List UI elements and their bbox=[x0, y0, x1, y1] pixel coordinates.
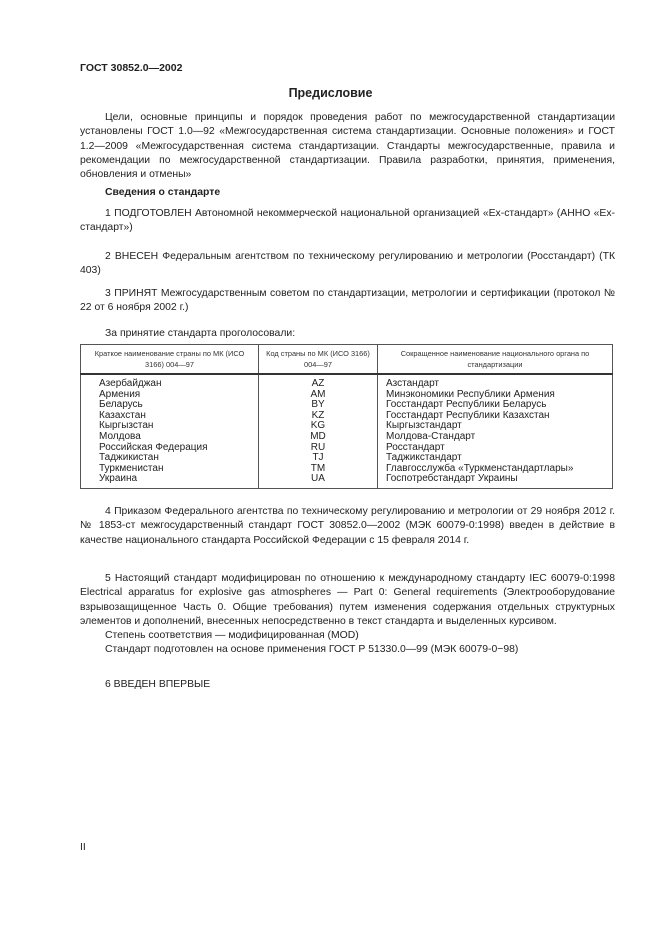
country-cell: Таджикистан bbox=[81, 453, 259, 464]
item-2: 2 ВНЕСЕН Федеральным агентством по техническому регулированию и метрологии (Росстандарт) (ТК 403) bbox=[80, 251, 615, 277]
page-title: Предисловие bbox=[288, 86, 373, 100]
country-cell: Казахстан bbox=[81, 411, 259, 422]
page-number: II bbox=[80, 842, 86, 853]
body-cell: Госпотребстандарт Украины bbox=[378, 474, 613, 488]
col-header-code: Код страны по МК (ИСО 3166) 004—97 bbox=[259, 345, 378, 375]
col-header-country: Краткое наименование страны по МК (ИСО 3166) 004—97 bbox=[81, 345, 259, 375]
item-5-basis: Стандарт подготовлен на основе применения ГОСТ Р 51330.0—99 (МЭК 60079-0−98) bbox=[105, 644, 519, 655]
country-cell: Туркменистан bbox=[81, 464, 259, 475]
body-cell: Таджикстандарт bbox=[378, 453, 613, 464]
body-cell: Росстандарт bbox=[378, 443, 613, 454]
table-row bbox=[81, 421, 613, 432]
table-row bbox=[81, 464, 613, 475]
code-cell: RU bbox=[259, 443, 378, 454]
country-cell: Азербайджан bbox=[81, 374, 259, 390]
code-cell: BY bbox=[259, 400, 378, 411]
intro-paragraph: Цели, основные принципы и порядок проведения работ по межгосударственной стандартизации установлены ГОСТ 1.0—92 «Межгосударственная система стандартизации. Основные положения» и ГОСТ 1.2—2009 «Межгосударственная система стандартизации. Стандарты межгосударственные, правила и рекомендации по межгосударственной стандартизации. Правила разработки, принятия, применения, обновления и отмены» bbox=[80, 112, 615, 181]
item-1: 1 ПОДГОТОВЛЕН Автономной некоммерческой национальной организацией «Ех-стандарт» (АННО «Ех-стандарт») bbox=[80, 208, 615, 234]
body-cell: Молдова-Стандарт bbox=[378, 432, 613, 443]
body-cell: Госстандарт Республики Беларусь bbox=[378, 400, 613, 411]
country-cell: Российская Федерация bbox=[81, 443, 259, 454]
item-4: 4 Приказом Федерального агентства по техническому регулированию и метрологии от 29 ноября 2012 г. № 1853-ст межгосударственный стандарт ГОСТ 30852.0—2002 (МЭК 60079-0:1998) введен в действие в качестве национального стандарта Российской Федерации с 15 февраля 2014 г. bbox=[80, 506, 615, 546]
code-cell: MD bbox=[259, 432, 378, 443]
col-header-body: Сокращенное наименование национального органа по стандартизации bbox=[378, 345, 613, 375]
table-row bbox=[81, 411, 613, 422]
document-header: ГОСТ 30852.0—2002 bbox=[80, 62, 183, 74]
table-row bbox=[81, 374, 613, 390]
body-cell: Кыргызстандарт bbox=[378, 421, 613, 432]
item-5: 5 Настоящий стандарт модифицирован по отношению к международному стандарту IEC 60079-0:1998 Electrical apparatus for explosive gas atmospheres — Part 0: General requirements (Электрооборудование взрывозащищенное Часть 0. Общие требования) путем изменения содержания отдельных структурных элементов и дополнений, внесенных непосредственно в текст стандарта и выделенных курсивом. bbox=[80, 573, 615, 627]
code-cell: KG bbox=[259, 421, 378, 432]
table-row bbox=[81, 474, 613, 488]
vote-caption: За принятие стандарта проголосовали: bbox=[105, 328, 296, 339]
voting-table bbox=[80, 344, 613, 489]
code-cell: TJ bbox=[259, 453, 378, 464]
body-cell: Главгосслужба «Туркменстандартлары» bbox=[378, 464, 613, 475]
subheading: Сведения о стандарте bbox=[105, 187, 221, 198]
code-cell: TM bbox=[259, 464, 378, 475]
body-cell: Госстандарт Республики Казахстан bbox=[378, 411, 613, 422]
item-5-degree: Степень соответствия — модифицированная (MOD) bbox=[105, 630, 359, 641]
body-cell: Минэкономики Республики Армения bbox=[378, 390, 613, 401]
code-cell: AZ bbox=[259, 374, 378, 390]
country-cell: Армения bbox=[81, 390, 259, 401]
country-cell: Беларусь bbox=[81, 400, 259, 411]
code-cell: KZ bbox=[259, 411, 378, 422]
item-3: 3 ПРИНЯТ Межгосударственным советом по стандартизации, метрологии и сертификации (протокол № 22 от 6 ноября 2002 г.) bbox=[80, 288, 615, 314]
item-6: 6 ВВЕДЕН ВПЕРВЫЕ bbox=[105, 679, 211, 690]
body-cell: Азстандарт bbox=[378, 374, 613, 390]
table-row bbox=[81, 432, 613, 443]
country-cell: Кыргызстан bbox=[81, 421, 259, 432]
table-row bbox=[81, 443, 613, 454]
code-cell: AM bbox=[259, 390, 378, 401]
country-cell: Молдова bbox=[81, 432, 259, 443]
code-cell: UA bbox=[259, 474, 378, 488]
country-cell: Украина bbox=[81, 474, 259, 488]
